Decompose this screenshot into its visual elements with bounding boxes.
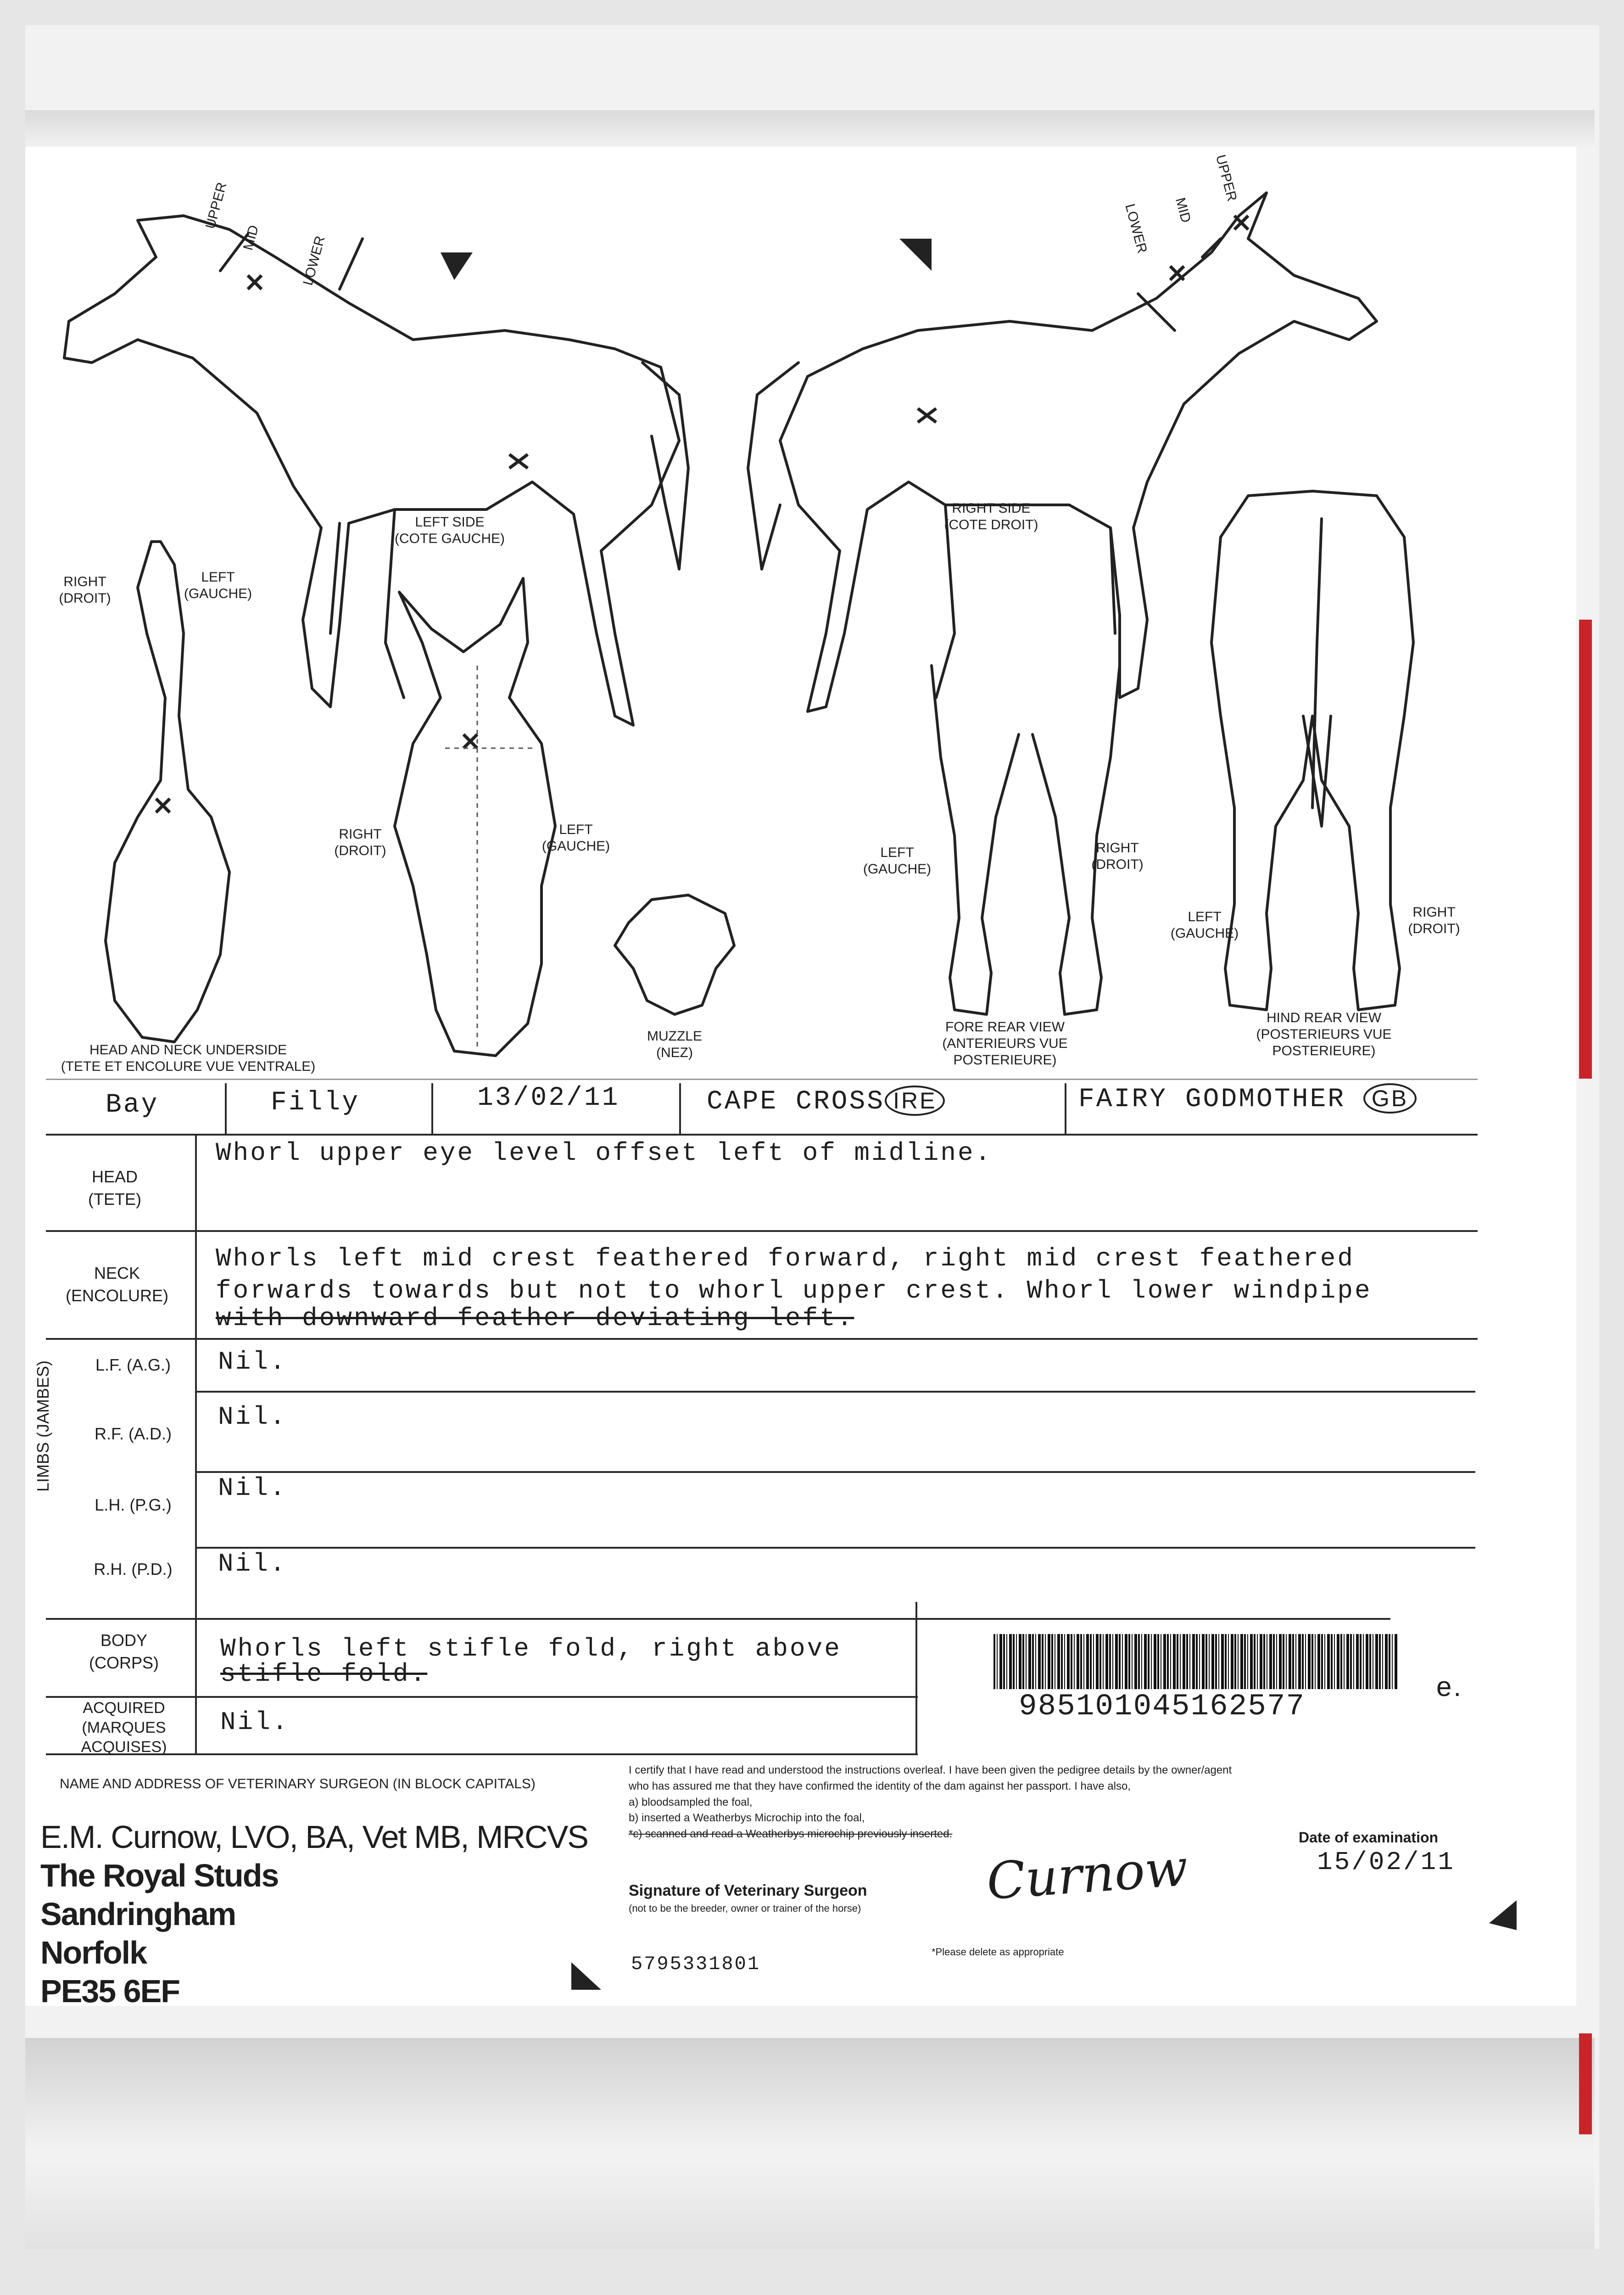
head-row-label: HEAD (TETE)	[88, 1167, 141, 1209]
vet-name: E.M. Curnow, LVO, BA, Vet MB, MRCVS	[40, 1819, 588, 1855]
barcode-side-text: e.	[1436, 1671, 1463, 1702]
limbs-label: LIMBS (JAMBES)	[33, 1360, 52, 1492]
sire-country: IRE	[885, 1086, 945, 1116]
divider	[225, 1083, 227, 1134]
divider	[431, 1083, 433, 1134]
lh-label: L.H. (P.G.)	[95, 1495, 172, 1514]
exam-date: 15/02/11	[1317, 1847, 1455, 1877]
divider	[46, 1134, 1478, 1136]
neck-description-line1: Whorls left mid crest feathered forward, right mid crest feathered	[216, 1244, 1355, 1273]
date-of-birth-field: 13/02/11	[477, 1083, 620, 1113]
dam-field	[1078, 1083, 1417, 1114]
lh-description: Nil.	[218, 1473, 287, 1503]
lower-label-right: LOWER	[1122, 202, 1150, 255]
left-side-label: LEFT SIDE (COTE GAUCHE)	[395, 515, 505, 546]
lower-label: LOWER	[300, 234, 328, 287]
head-front-outline	[395, 578, 555, 1056]
corner-triangle-icon	[899, 239, 932, 271]
neck-description-line3: with downward feather deviating left.	[216, 1304, 854, 1333]
fore-rear-view-label: FORE REAR VIEW (ANTERIEURS VUE POSTERIEURE)	[942, 1019, 1068, 1068]
form-number: 5795331801	[631, 1953, 761, 1975]
hind-rear-view-label: HIND REAR VIEW (POSTERIEURS VUE POSTERIEURE)	[1256, 1010, 1392, 1058]
mid-label: MID	[240, 224, 262, 252]
sire-name: CAPE CROSS	[707, 1087, 885, 1117]
head-underside-outline	[106, 542, 229, 1042]
left-side-horse-outline	[64, 216, 688, 725]
divider	[679, 1083, 681, 1134]
row-divider	[195, 1471, 1475, 1473]
signature-note: (not to be the breeder, owner or trainer of the horse)	[629, 1903, 861, 1914]
fore-right-droit-label: RIGHT (DROIT)	[1091, 840, 1144, 872]
divider	[46, 1079, 1478, 1080]
vet-signature: Curnow	[985, 1838, 1190, 1911]
certification-option-b: b) inserted a Weatherbys Microchip into the foal,	[629, 1812, 865, 1825]
microchip-barcode	[993, 1634, 1397, 1689]
corner-triangle-icon	[1489, 1900, 1517, 1930]
body-description-line2: stifle fold.	[220, 1659, 428, 1689]
head-underside-label: HEAD AND NECK UNDERSIDE (TETE ET ENCOLURE VUE VENTRALE)	[61, 1042, 316, 1074]
vet-heading: NAME AND ADDRESS OF VETERINARY SURGEON (IN BLOCK CAPITALS)	[60, 1776, 536, 1791]
corner-triangle-icon	[441, 252, 473, 280]
head-right-droit-label: RIGHT (DROIT)	[334, 827, 386, 858]
body-description-line1: Whorls left stifle fold, right above	[220, 1634, 842, 1663]
row-divider	[195, 1547, 1475, 1549]
dam-country: GB	[1363, 1083, 1417, 1114]
head-description: Whorl upper eye level offset left of midline.	[216, 1138, 993, 1168]
sire-field	[707, 1086, 945, 1117]
certification-option-c: *c) scanned and read a Weatherbys microchip previously inserted.	[629, 1828, 953, 1841]
mid-label-right: MID	[1172, 196, 1194, 224]
lf-label: L.F. (A.G.)	[95, 1355, 171, 1374]
divider	[1065, 1083, 1066, 1134]
delete-note: *Please delete as appropriate	[932, 1946, 1064, 1958]
upper-label-right: UPPER	[1212, 153, 1240, 203]
muzzle-outline	[615, 895, 734, 1014]
left-gauche-label: LEFT (GAUCHE)	[184, 570, 252, 601]
neck-row-label: NECK (ENCOLURE)	[65, 1264, 168, 1305]
fore-left-gauche-label: LEFT (GAUCHE)	[863, 845, 932, 877]
neck-description-line2: forwards towards but not to whorl upper crest. Whorl lower windpipe	[216, 1276, 1372, 1305]
row-divider	[915, 1602, 917, 1753]
rf-description: Nil.	[218, 1402, 287, 1432]
head-left-gauche-label: LEFT (GAUCHE)	[541, 822, 610, 854]
signature-label: Signature of Veterinary Surgeon	[629, 1882, 867, 1899]
dam-name: FAIRY GODMOTHER	[1078, 1085, 1346, 1114]
colour-field: Bay	[106, 1090, 159, 1120]
certification-line: I certify that I have read and understood the instructions overleaf. I have been given the pedigree details by the owner/agent	[629, 1764, 1232, 1776]
row-divider	[46, 1338, 1478, 1340]
muzzle-label: MUZZLE (NEZ)	[647, 1029, 702, 1060]
right-droit-label: RIGHT (DROIT)	[59, 574, 111, 606]
vet-postcode: PE35 6EF	[40, 1973, 180, 2009]
acquired-description: Nil.	[220, 1707, 290, 1737]
acquired-row-label: ACQUIRED (MARQUES ACQUISES)	[81, 1699, 167, 1756]
row-divider	[46, 1696, 918, 1698]
upper-label: UPPER	[202, 180, 230, 231]
row-divider	[46, 1230, 1478, 1232]
hind-right-droit-label: RIGHT (DROIT)	[1408, 905, 1460, 936]
certification-line: who has assured me that they have confirmed the identity of the dam against her passport. I have also,	[629, 1780, 1131, 1792]
rf-label: R.F. (A.D.)	[95, 1424, 172, 1443]
microchip-number: 985101045162577	[1019, 1689, 1306, 1724]
sex-field: Filly	[271, 1088, 360, 1118]
exam-date-label: Date of examination	[1299, 1829, 1439, 1846]
vet-address-line: The Royal Studs	[40, 1858, 279, 1893]
body-row-label: BODY (CORPS)	[89, 1631, 159, 1672]
row-divider	[46, 1618, 1390, 1620]
row-divider	[195, 1391, 1475, 1393]
right-side-label: RIGHT SIDE (COTE DROIT)	[944, 501, 1038, 532]
vet-address-line: Norfolk	[40, 1935, 146, 1970]
rh-description: Nil.	[218, 1549, 287, 1579]
right-side-horse-outline	[748, 193, 1377, 711]
table-left-rule	[195, 1134, 197, 1753]
hind-left-gauche-label: LEFT (GAUCHE)	[1170, 909, 1239, 941]
vet-address-line: Sandringham	[40, 1896, 236, 1932]
lf-description: Nil.	[218, 1347, 287, 1377]
certification-option-a: a) bloodsampled the foal,	[629, 1796, 753, 1808]
vet-address	[40, 1818, 588, 2010]
rh-label: R.H. (P.D.)	[94, 1560, 173, 1579]
